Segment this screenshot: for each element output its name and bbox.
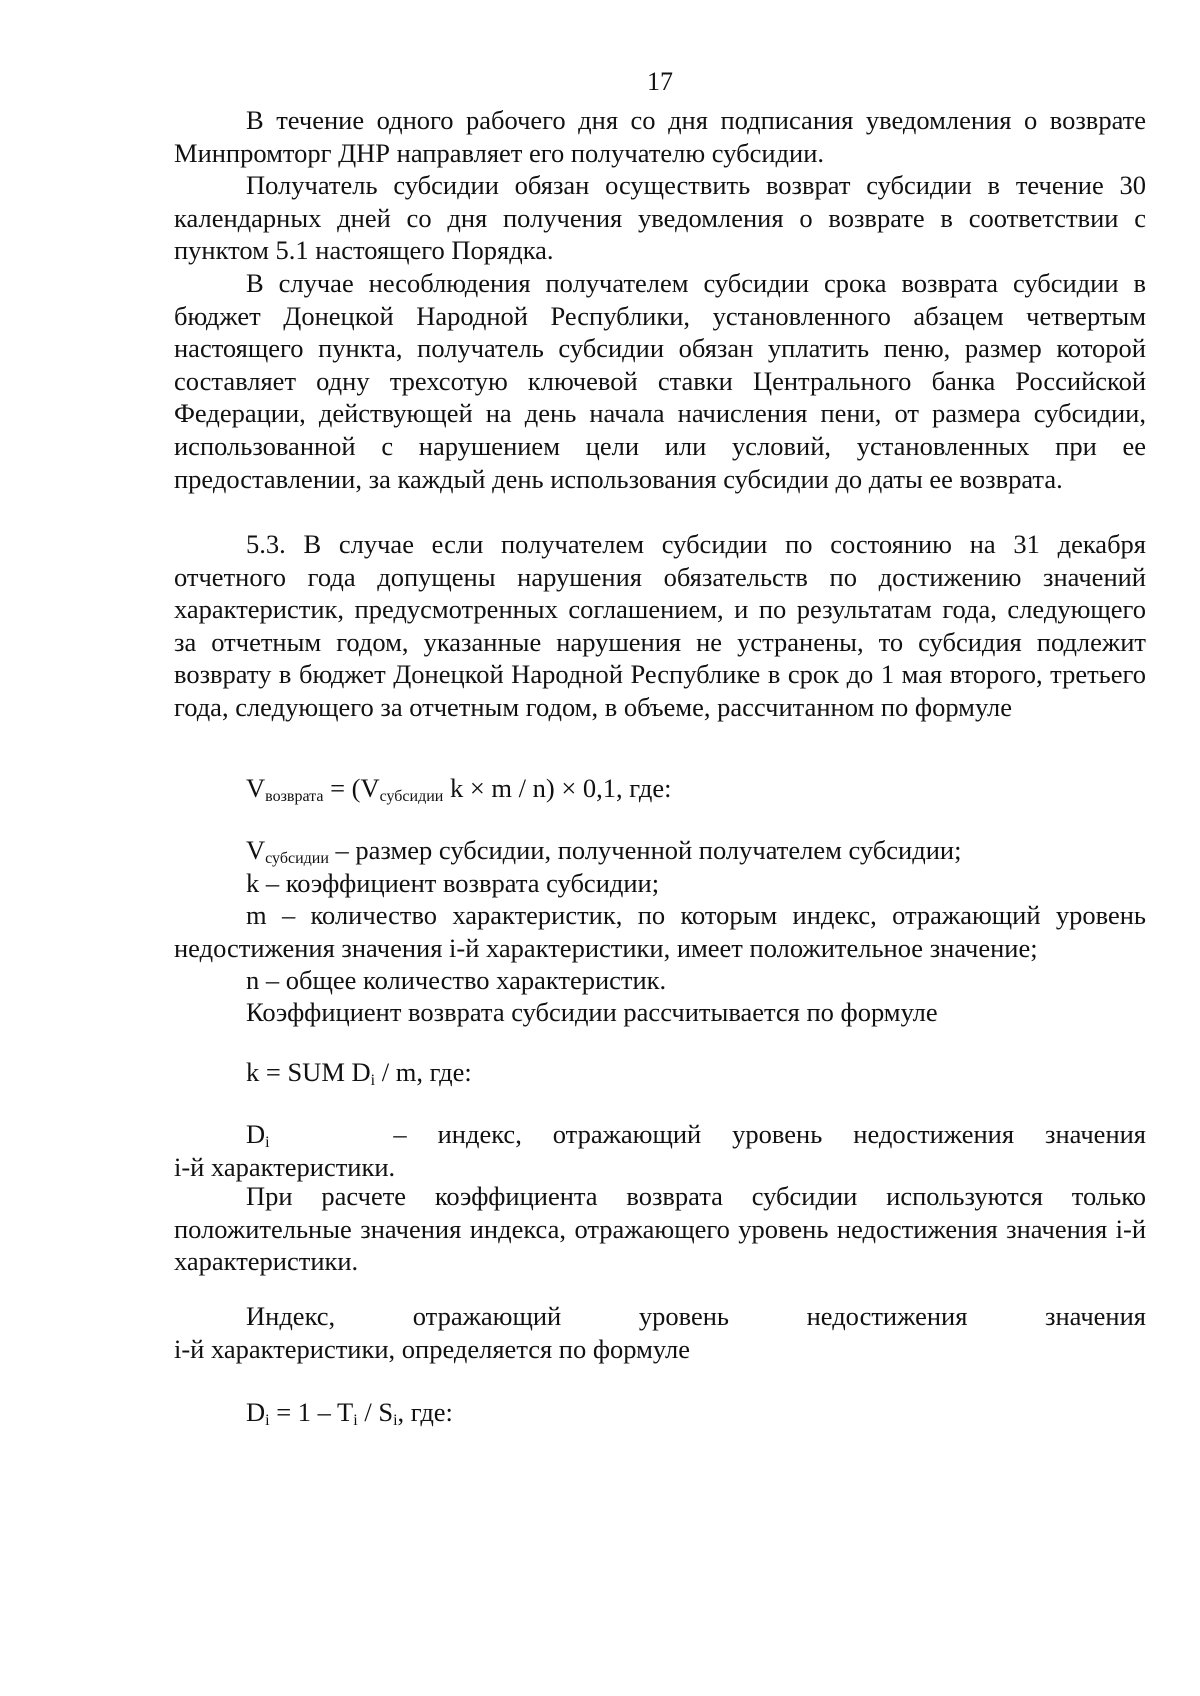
definition-k: k – коэффициент возврата субсидии; xyxy=(246,867,660,898)
clause-5-3 xyxy=(174,528,1146,724)
definition-v-subsidy: $V_{субсидии}$ – размер субсидии, полученной получателем субсидии; xyxy=(246,835,962,867)
index-intro: Индекс, отражающий уровень недостижения значения i-й характеристики, определяется по формуле xyxy=(174,1301,1146,1364)
positive-values-note: При расчете коэффициента возврата субсидии используются только положительные значения индекса, отражающего уровень недостижения значения i-й характеристики. xyxy=(174,1181,1146,1277)
definition-di: $D_i$ – индекс, отражающий уровень недостижения значения i-й характеристики. xyxy=(174,1119,1146,1182)
definition-m: m – количество характеристик, по которым индекс, отражающий уровень недостижения значения i-й характеристики, имеет положительное значение; xyxy=(174,900,1146,963)
paragraph-notification: В течение одного рабочего дня со дня подписания уведомления о возврате Минпромторг ДНР направляет его получателю субсидии. xyxy=(174,105,1146,168)
definition-n: n – общее количество характеристик. xyxy=(246,965,667,996)
definitions-list xyxy=(174,834,1146,997)
document-page xyxy=(174,0,1146,1696)
formula-index: $D_i = 1 - T_i / S_i$, где: xyxy=(246,1397,453,1429)
paragraph-return-deadline: Получатель субсидии обязан осуществить возврат субсидии в течение 30 календарных дней со дня получения уведомления о возврате в соответствии с пунктом 5.1 настоящего Порядка. xyxy=(174,170,1146,266)
page-number: 17 xyxy=(647,67,673,96)
top-paragraphs xyxy=(174,104,1146,495)
paragraph-penalty: В случае несоблюдения получателем субсидии срока возврата субсидии в бюджет Донецкой Народной Республики, установленного абзацем четвертым настоящего пункта, получатель субсидии обязан уплатить пеню, размер которой составляет одну трехсотую ключевой ставки Центрального банка Российской Федерации, действующей на день начала начисления пени, от размера субсидии, использованной с нарушением цели или условий, установленных при ее предоставлении, за каждый день использования субсидии до даты ее возврата. xyxy=(174,267,1146,494)
formula-return-volume: $V_{возврата} = (V_{субсидии}$ k × m / n) × 0,1, где: xyxy=(246,773,672,805)
formula-coefficient: k = SUM $D_i$ / m, где: xyxy=(246,1057,472,1089)
paragraph-clause-5-3: 5.3. В случае если получателем субсидии по состоянию на 31 декабря отчетного года допущены нарушения обязательств по достижению значений характеристик, предусмотренных соглашением, и по результатам года, следующего за отчетным годом, указанные нарушения не устранены, то субсидия подлежит возврату в бюджет Донецкой Народной Республике в срок до 1 мая второго, третьего года, следующего за отчетным годом, в объеме, рассчитанном по формуле xyxy=(174,529,1146,722)
coefficient-intro: Коэффициент возврата субсидии рассчитывается по формуле xyxy=(246,997,938,1027)
